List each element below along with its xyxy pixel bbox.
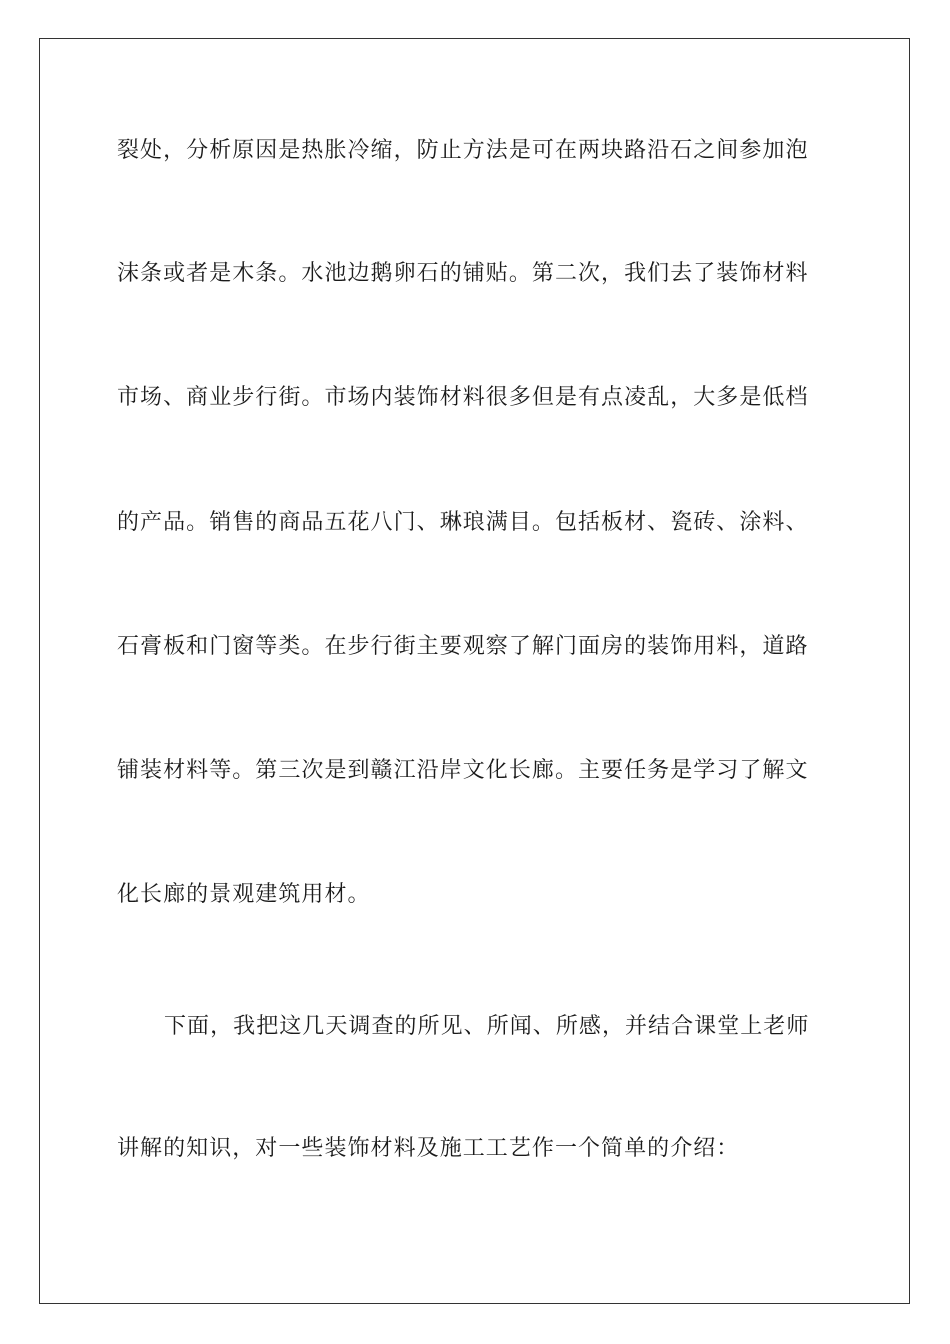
page-border	[39, 38, 910, 1304]
text-line: 的产品。销售的商品五花八门、琳琅满目。包括板材、瓷砖、涂料、	[117, 510, 809, 535]
text-line: 石膏板和门窗等类。在步行街主要观察了解门面房的装饰用料，道路	[117, 634, 809, 659]
text-line: 裂处，分析原因是热胀冷缩，防止方法是可在两块路沿石之间参加泡	[117, 138, 809, 163]
text-line: 铺装材料等。第三次是到赣江沿岸文化长廊。主要任务是学习了解文	[117, 758, 809, 783]
paragraph-first-line: 下面，我把这几天调查的所见、所闻、所感，并结合课堂上老师	[164, 1014, 810, 1039]
text-line: 讲解的知识，对一些装饰材料及施工工艺作一个简单的介绍：	[117, 1136, 740, 1161]
text-line: 沫条或者是木条。水池边鹅卵石的铺贴。第二次，我们去了装饰材料	[117, 261, 809, 286]
text-line: 市场、商业步行街。市场内装饰材料很多但是有点凌乱，大多是低档	[117, 385, 809, 410]
text-line: 化长廊的景观建筑用材。	[117, 882, 371, 907]
